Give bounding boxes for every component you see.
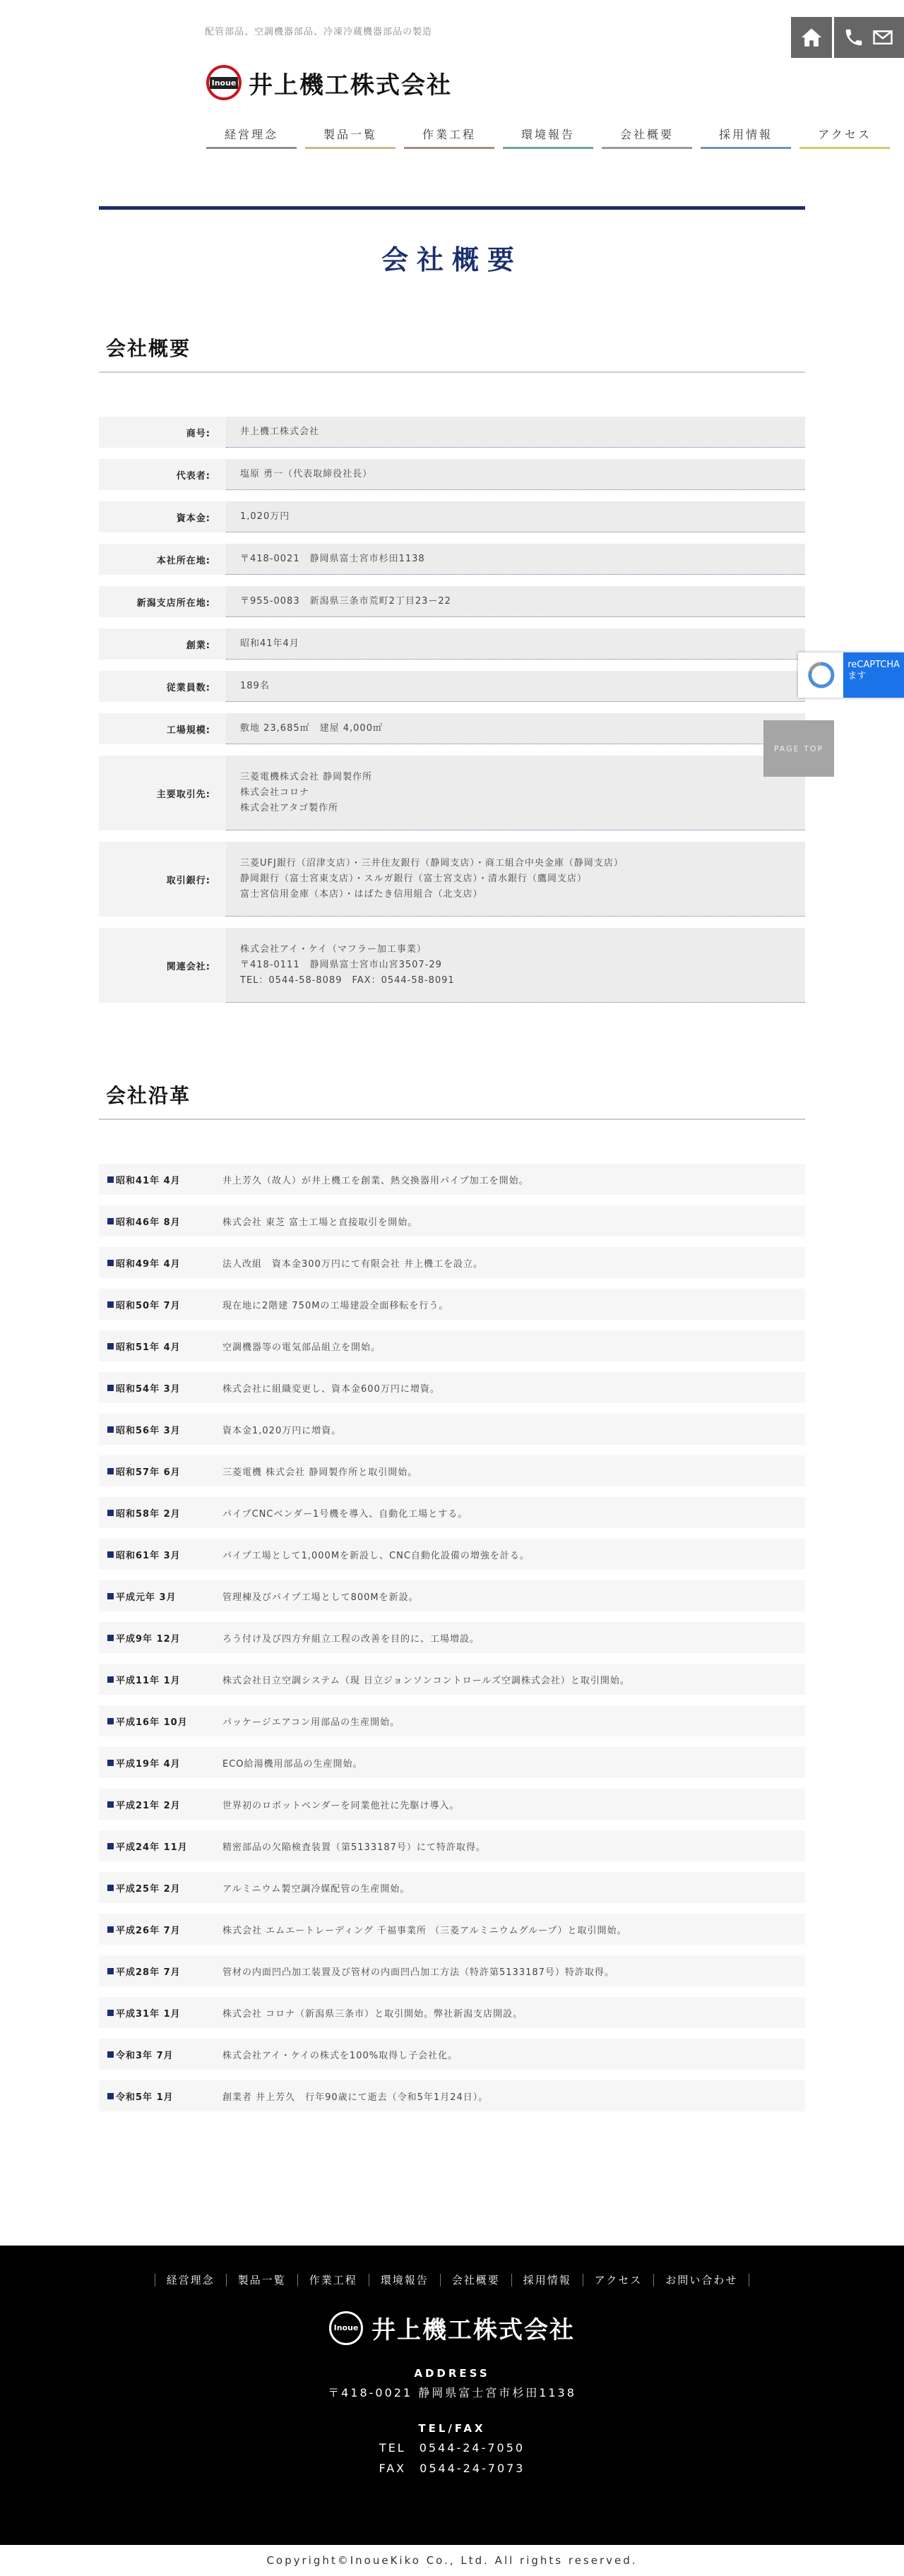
recaptcha-logo xyxy=(798,652,843,698)
history-text: パイプCNCベンダー1号機を導入、自動化工場とする。 xyxy=(222,1508,468,1520)
history-date-text: 昭和56年 3月 xyxy=(116,1425,181,1436)
footer-tel: TEL 0544-24-7050 xyxy=(379,2441,525,2455)
history-date-text: 平成9年 12月 xyxy=(116,1633,181,1645)
profile-row xyxy=(99,756,805,830)
profile-value-line: 〒418-0021 静岡県富士宮市杉田1138 xyxy=(240,553,425,564)
profile-label: 従業員数: xyxy=(99,671,226,702)
footer-tel-block xyxy=(0,2422,904,2476)
nav-item-7[interactable]: アクセス xyxy=(799,126,890,149)
history-text: 株式会社日立空調システム（現 日立ジョンソンコントロールズ空調株式会社）と取引開始。 xyxy=(222,1675,630,1686)
history-date-text: 昭和41年 4月 xyxy=(116,1175,181,1186)
history-row xyxy=(99,1664,805,1695)
history-date xyxy=(99,1715,222,1728)
history-date xyxy=(99,1173,222,1186)
profile-value xyxy=(226,501,805,532)
profile-row xyxy=(99,928,805,1003)
history-date-text: 昭和46年 8月 xyxy=(116,1217,181,1228)
nav-item-4[interactable]: 環境報告 xyxy=(503,126,593,149)
bullet-square-icon xyxy=(107,1510,114,1516)
logo-text: 井上機工株式会社 xyxy=(249,71,452,100)
history-row xyxy=(99,1455,805,1486)
copyright: Copyright©InoueKiko Co., Ltd. All rights reserved. xyxy=(266,2554,638,2567)
history-date xyxy=(99,2006,222,2020)
company-history-list xyxy=(99,1164,805,2111)
profile-value xyxy=(226,713,805,744)
nav-item-3[interactable]: 作業工程 xyxy=(404,126,494,149)
history-date-text: 平成31年 1月 xyxy=(116,2008,181,2020)
profile-heading: 会社概要 xyxy=(99,333,805,373)
history-date-text: 平成28年 7月 xyxy=(116,1967,181,1978)
profile-row xyxy=(99,501,805,532)
history-date-text: 令和3年 7月 xyxy=(116,2050,174,2061)
profile-value xyxy=(226,459,805,490)
profile-value-line: 三菱電機株式会社 静岡製作所 xyxy=(240,771,373,782)
history-date-text: 平成16年 10月 xyxy=(116,1717,188,1728)
bullet-square-icon xyxy=(107,1176,114,1183)
history-row xyxy=(99,1830,805,1861)
nav-item-5[interactable]: 会社概要 xyxy=(602,126,692,149)
header-icon-group xyxy=(791,17,904,58)
recaptcha-badge[interactable] xyxy=(798,652,904,698)
footer-logo[interactable] xyxy=(0,2310,904,2345)
profile-value-line: 189名 xyxy=(240,680,270,691)
profile-value xyxy=(226,842,805,917)
history-row xyxy=(99,2039,805,2070)
history-row xyxy=(99,1622,805,1653)
history-date xyxy=(99,2048,222,2061)
profile-label: 代表者: xyxy=(99,459,226,490)
bullet-square-icon xyxy=(107,1385,114,1391)
footer-nav-item-8[interactable]: お問い合わせ xyxy=(653,2274,749,2286)
bullet-square-icon xyxy=(107,1676,114,1683)
nav-item-2[interactable]: 製品一覧 xyxy=(305,126,396,149)
history-text: 株式会社 エムエートレーディング 千福事業所 （三菱アルミニウムグループ）と取引開始。 xyxy=(222,1925,627,1936)
footer-nav-item-3[interactable]: 作業工程 xyxy=(297,2274,369,2286)
footer-logo-text: 井上機工株式会社 xyxy=(371,2316,575,2344)
profile-value xyxy=(226,417,805,448)
history-text: ECO給湯機用部品の生産開始。 xyxy=(222,1758,363,1770)
footer-logo-mark-text: Inoue xyxy=(333,2323,359,2332)
history-date xyxy=(99,1798,222,1811)
bullet-square-icon xyxy=(107,1635,114,1641)
history-date xyxy=(99,1923,222,1936)
history-date-text: 平成元年 3月 xyxy=(116,1592,177,1603)
history-date-text: 平成11年 1月 xyxy=(116,1675,181,1686)
logo-mark-text: Inoue xyxy=(210,77,239,89)
history-date-text: 昭和50年 7月 xyxy=(116,1300,181,1311)
profile-label: 新潟支店所在地: xyxy=(99,586,226,617)
bullet-square-icon xyxy=(107,2010,114,2016)
profile-value-line: TEL：0544-58-8089 FAX：0544-58-8091 xyxy=(240,974,455,986)
history-date-text: 昭和58年 2月 xyxy=(116,1508,181,1520)
history-text: 三菱電機 株式会社 静岡製作所と取引開始。 xyxy=(222,1467,418,1478)
footer-nav-item-1[interactable]: 経営理念 xyxy=(155,2274,226,2286)
profile-label: 工場規模: xyxy=(99,713,226,744)
history-date-text: 平成26年 7月 xyxy=(116,1925,181,1936)
footer-tel-heading: TEL/FAX xyxy=(418,2422,486,2435)
profile-label: 主要取引先: xyxy=(99,756,226,830)
history-text: 株式会社アイ・ケイの株式を100%取得し子会社化。 xyxy=(222,2050,458,2061)
history-row xyxy=(99,1372,805,1403)
bullet-square-icon xyxy=(107,1468,114,1474)
bullet-square-icon xyxy=(107,1801,114,1808)
history-date-text: 昭和54年 3月 xyxy=(116,1383,181,1395)
footer-address: 〒418-0021 静岡県富士宮市杉田1138 xyxy=(328,2386,576,2399)
bullet-square-icon xyxy=(107,1260,114,1266)
history-row xyxy=(99,1914,805,1945)
history-text: パッケージエアコン用部品の生産開始。 xyxy=(222,1717,400,1728)
history-text: 空調機器等の電気部品組立を開始。 xyxy=(222,1342,381,1353)
history-date xyxy=(99,1506,222,1520)
history-date-text: 昭和49年 4月 xyxy=(116,1258,181,1270)
history-date xyxy=(99,1423,222,1436)
history-text: 管材の内面凹凸加工装置及び管材の内面凹凸加工方法（特許第5133187号）特許取得。 xyxy=(222,1967,614,1978)
history-text: 世界初のロボットベンダーを同業他社に先駆け導入。 xyxy=(222,1800,460,1811)
footer-nav-item-6[interactable]: 採用情報 xyxy=(511,2274,583,2286)
profile-label: 資本金: xyxy=(99,501,226,532)
history-date xyxy=(99,1839,222,1853)
footer-nav-item-2[interactable]: 製品一覧 xyxy=(226,2274,297,2286)
bullet-square-icon xyxy=(107,1218,114,1224)
history-date xyxy=(99,1881,222,1895)
bullet-square-icon xyxy=(107,1343,114,1349)
profile-value-line: 三菱UFJ銀行（沼津支店）・三井住友銀行（静岡支店）・商工組合中央金庫（静岡支店） xyxy=(240,857,624,869)
home-button[interactable] xyxy=(791,17,832,58)
history-text: 管理棟及びパイプ工場として800Mを新設。 xyxy=(222,1592,419,1603)
mail-icon xyxy=(870,27,896,48)
phone-icon xyxy=(843,27,864,48)
history-row xyxy=(99,1747,805,1778)
history-date-text: 昭和57年 6月 xyxy=(116,1467,181,1478)
profile-row xyxy=(99,586,805,617)
history-date-text: 平成25年 2月 xyxy=(116,1883,181,1895)
history-row xyxy=(99,1247,805,1278)
history-row xyxy=(99,1497,805,1528)
history-row xyxy=(99,1539,805,1570)
history-heading: 会社沿革 xyxy=(99,1080,805,1120)
profile-value-line: 塩原 勇一（代表取締役社長） xyxy=(240,468,373,479)
profile-value-line: 株式会社コロナ xyxy=(240,787,310,798)
history-date-text: 平成19年 4月 xyxy=(116,1758,181,1770)
history-date xyxy=(99,1215,222,1228)
history-date-text: 昭和51年 4月 xyxy=(116,1342,181,1353)
site-logo[interactable] xyxy=(206,65,452,100)
footer-nav xyxy=(0,2274,904,2286)
footer-nav-item-5[interactable]: 会社概要 xyxy=(440,2274,511,2286)
profile-row xyxy=(99,671,805,702)
history-text: 株式会社 コロナ（新潟県三条市）と取引開始。弊社新潟支店開設。 xyxy=(222,2008,523,2020)
history-date xyxy=(99,1756,222,1770)
footer-fax: FAX 0544-24-7073 xyxy=(379,2462,525,2475)
profile-value-line: 敷地 23,685㎡ 建屋 4,000㎡ xyxy=(240,722,383,734)
history-date-text: 平成21年 2月 xyxy=(116,1800,181,1811)
history-date-text: 平成24年 11月 xyxy=(116,1842,188,1853)
profile-value xyxy=(226,628,805,660)
profile-value xyxy=(226,928,805,1003)
history-row xyxy=(99,1580,805,1611)
history-date xyxy=(99,1673,222,1686)
profile-value xyxy=(226,544,805,575)
recaptcha-icon xyxy=(807,661,835,689)
nav-item-6[interactable]: 採用情報 xyxy=(701,126,791,149)
history-text: 株式会社に組織変更し、資本金600万円に増資。 xyxy=(222,1383,440,1395)
profile-row xyxy=(99,842,805,917)
profile-value xyxy=(226,671,805,702)
recaptcha-sub: ます xyxy=(848,671,867,681)
history-row xyxy=(99,1705,805,1736)
history-date xyxy=(99,1256,222,1270)
history-text: アルミニウム製空調冷媒配管の生産開始。 xyxy=(222,1883,410,1895)
history-row xyxy=(99,1955,805,1986)
history-text: 精密部品の欠陥検査装置（第5133187号）にて特許取得。 xyxy=(222,1842,486,1853)
profile-value-line: 株式会社アイ・ケイ（マフラー加工事業） xyxy=(240,943,427,955)
history-text: 創業者 井上芳久 行年90歳にて逝去（令和5年1月24日）。 xyxy=(222,2092,489,2103)
profile-value-line: 富士宮信用金庫（本店）・はばたき信用組合（北支店） xyxy=(240,888,483,900)
history-text: 法人改組 資本金300万円にて有限会社 井上機工を設立。 xyxy=(222,1258,483,1270)
main-nav xyxy=(206,126,890,149)
site-footer xyxy=(0,2246,904,2545)
history-row xyxy=(99,2080,805,2111)
profile-row xyxy=(99,544,805,575)
bullet-square-icon xyxy=(107,1885,114,1891)
profile-label: 商号: xyxy=(99,417,226,448)
bullet-square-icon xyxy=(107,1968,114,1974)
history-row xyxy=(99,1414,805,1445)
history-date xyxy=(99,1381,222,1395)
history-text: 現在地に2階建 750Mの工場建設全面移転を行う。 xyxy=(222,1300,449,1311)
bullet-square-icon xyxy=(107,2093,114,2099)
profile-row xyxy=(99,713,805,744)
logo-mark xyxy=(206,65,242,100)
history-row xyxy=(99,1330,805,1361)
history-text: ろう付け及び四方弁組立工程の改善を目的に、工場増設。 xyxy=(222,1633,480,1645)
footer-logo-mark xyxy=(329,2311,363,2345)
bullet-square-icon xyxy=(107,1301,114,1308)
page-title: 会社概要 xyxy=(381,244,523,275)
history-row xyxy=(99,1789,805,1820)
history-date xyxy=(99,2089,222,2103)
history-text: 株式会社 東芝 富士工場と直接取引を開始。 xyxy=(222,1217,418,1228)
profile-label: 取引銀行: xyxy=(99,842,226,917)
history-row xyxy=(99,1872,805,1903)
profile-value-line: 1,020万円 xyxy=(240,511,290,522)
profile-value xyxy=(226,756,805,830)
profile-value-line: 昭和41年4月 xyxy=(240,638,299,649)
bullet-square-icon xyxy=(107,1926,114,1933)
history-row xyxy=(99,1164,805,1195)
footer-address-block xyxy=(0,2367,904,2400)
bullet-square-icon xyxy=(107,2051,114,2058)
contact-button[interactable] xyxy=(834,17,904,58)
recaptcha-title: reCAPTCHA xyxy=(848,660,900,670)
home-icon xyxy=(799,25,823,49)
profile-label: 本社所在地: xyxy=(99,544,226,575)
history-text: パイプ工場として1,000Mを新設し、CNC自動化設備の増強を計る。 xyxy=(222,1550,530,1561)
profile-row xyxy=(99,628,805,660)
history-date xyxy=(99,1340,222,1353)
company-profile-table xyxy=(99,417,805,1003)
profile-value-line: 〒955-0083 新潟県三条市荒町2丁目23ー22 xyxy=(240,595,451,607)
recaptcha-label xyxy=(843,652,904,698)
history-date xyxy=(99,1590,222,1603)
profile-row xyxy=(99,459,805,490)
history-date xyxy=(99,1465,222,1478)
site-tagline: 配管部品、空調機器部品、冷凍冷蔵機器部品の製造 xyxy=(205,27,433,37)
footer-address-heading: ADDRESS xyxy=(414,2367,490,2380)
profile-value-line: 静岡銀行（富士宮東支店）・スルガ銀行（富士宮支店）・清水銀行（鷹岡支店） xyxy=(240,873,588,884)
profile-row xyxy=(99,417,805,448)
footer-nav-item-4[interactable]: 環境報告 xyxy=(369,2274,440,2286)
bullet-square-icon xyxy=(107,1551,114,1558)
history-row xyxy=(99,1997,805,2028)
page-top-button[interactable]: PAGE TOP xyxy=(763,720,834,777)
profile-value-line: 〒418-0111 静岡県富士宮市山宮3507-29 xyxy=(240,959,442,970)
footer-nav-item-7[interactable]: アクセス xyxy=(583,2274,654,2286)
history-date-text: 令和5年 1月 xyxy=(116,2092,174,2103)
history-date xyxy=(99,1548,222,1561)
history-row xyxy=(99,1289,805,1320)
profile-value-line: 株式会社アタゴ製作所 xyxy=(240,802,339,813)
title-divider xyxy=(99,206,805,210)
bullet-square-icon xyxy=(107,1718,114,1724)
bullet-square-icon xyxy=(107,1760,114,1766)
history-date xyxy=(99,1298,222,1311)
history-text: 資本金1,020万円に増資。 xyxy=(222,1425,342,1436)
profile-label: 関連会社: xyxy=(99,928,226,1003)
history-date xyxy=(99,1964,222,1978)
profile-value xyxy=(226,586,805,617)
bullet-square-icon xyxy=(107,1593,114,1599)
bullet-square-icon xyxy=(107,1843,114,1849)
nav-item-1[interactable]: 経営理念 xyxy=(206,126,297,149)
history-date xyxy=(99,1631,222,1645)
profile-label: 創業: xyxy=(99,628,226,660)
profile-value-line: 井上機工株式会社 xyxy=(240,426,320,437)
site-header xyxy=(99,0,872,148)
history-text: 井上芳久（故人）が井上機工を創業、熱交換器用パイプ加工を開始。 xyxy=(222,1175,529,1186)
bullet-square-icon xyxy=(107,1426,114,1433)
history-row xyxy=(99,1205,805,1236)
history-date-text: 昭和61年 3月 xyxy=(116,1550,181,1561)
